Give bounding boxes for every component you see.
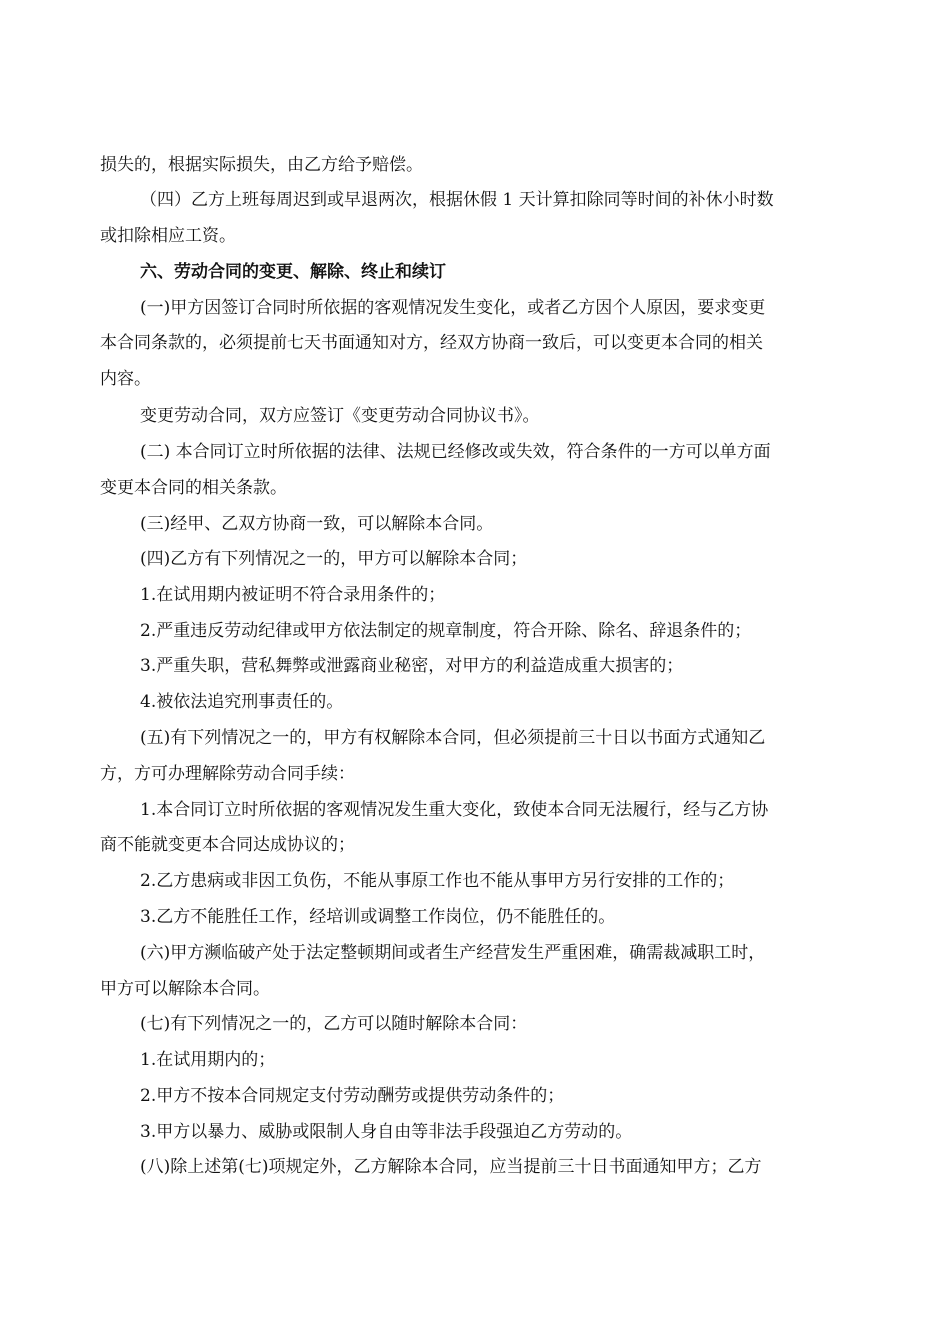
text-line-29: (八)除上述第(七)项规定外，乙方解除本合同，应当提前三十日书面通知甲方；乙方 [140, 1157, 762, 1177]
text-line-21: 2.乙方患病或非因工负伤，不能从事原工作也不能从事甲方另行安排的工作的； [140, 871, 735, 891]
section-heading: 六、劳动合同的变更、解除、终止和续订 [140, 262, 446, 282]
text-line-10: 变更本合同的相关条款。 [100, 478, 287, 498]
text-line-28: 3.甲方以暴力、威胁或限制人身自由等非法手段强迫乙方劳动的。 [140, 1122, 633, 1142]
text-line-2: （四）乙方上班每周迟到或早退两次，根据休假 1 天计算扣除同等时间的补休小时数 [140, 190, 774, 210]
text-line-7: 内容。 [100, 369, 151, 389]
text-line-13: 1.在试用期内被证明不符合录用条件的； [140, 585, 446, 605]
text-line-18: 方，方可办理解除劳动合同手续： [100, 764, 355, 784]
text-line-9: (二) 本合同订立时所依据的法律、法规已经修改或失效，符合条件的一方可以单方面 [140, 442, 771, 462]
text-line-19: 1.本合同订立时所依据的客观情况发生重大变化，致使本合同无法履行，经与乙方协 [140, 800, 769, 820]
text-line-20: 商不能就变更本合同达成协议的； [100, 835, 355, 855]
text-line-27: 2.甲方不按本合同规定支付劳动酬劳或提供劳动条件的； [140, 1086, 565, 1106]
text-line-17: (五)有下列情况之一的，甲方有权解除本合同，但必须提前三十日以书面方式通知乙 [140, 728, 766, 748]
text-line-6: 本合同条款的，必须提前七天书面通知对方，经双方协商一致后，可以变更本合同的相关 [100, 333, 763, 353]
text-line-22: 3.乙方不能胜任工作，经培训或调整工作岗位，仍不能胜任的。 [140, 907, 616, 927]
text-line-25: (七)有下列情况之一的，乙方可以随时解除本合同： [140, 1014, 528, 1034]
text-line-16: 4.被依法追究刑事责任的。 [140, 692, 344, 712]
text-line-15: 3.严重失职，营私舞弊或泄露商业秘密，对甲方的利益造成重大损害的； [140, 656, 684, 676]
text-line-12: (四)乙方有下列情况之一的，甲方可以解除本合同； [140, 549, 528, 569]
text-line-26: 1.在试用期内的； [140, 1050, 276, 1070]
text-line-5: (一)甲方因签订合同时所依据的客观情况发生变化，或者乙方因个人原因，要求变更 [140, 298, 766, 318]
text-line-24: 甲方可以解除本合同。 [100, 979, 270, 999]
text-line-3: 或扣除相应工资。 [100, 226, 236, 246]
text-line-1: 损失的，根据实际损失，由乙方给予赔偿。 [100, 155, 423, 175]
text-line-8: 变更劳动合同，双方应签订《变更劳动合同协议书》。 [140, 406, 540, 426]
text-line-11: (三)经甲、乙双方协商一致，可以解除本合同。 [140, 514, 494, 534]
text-line-23: (六)甲方濒临破产处于法定整顿期间或者生产经营发生严重困难，确需裁减职工时， [140, 943, 766, 963]
text-line-14: 2.严重违反劳动纪律或甲方依法制定的规章制度，符合开除、除名、辞退条件的； [140, 621, 752, 641]
